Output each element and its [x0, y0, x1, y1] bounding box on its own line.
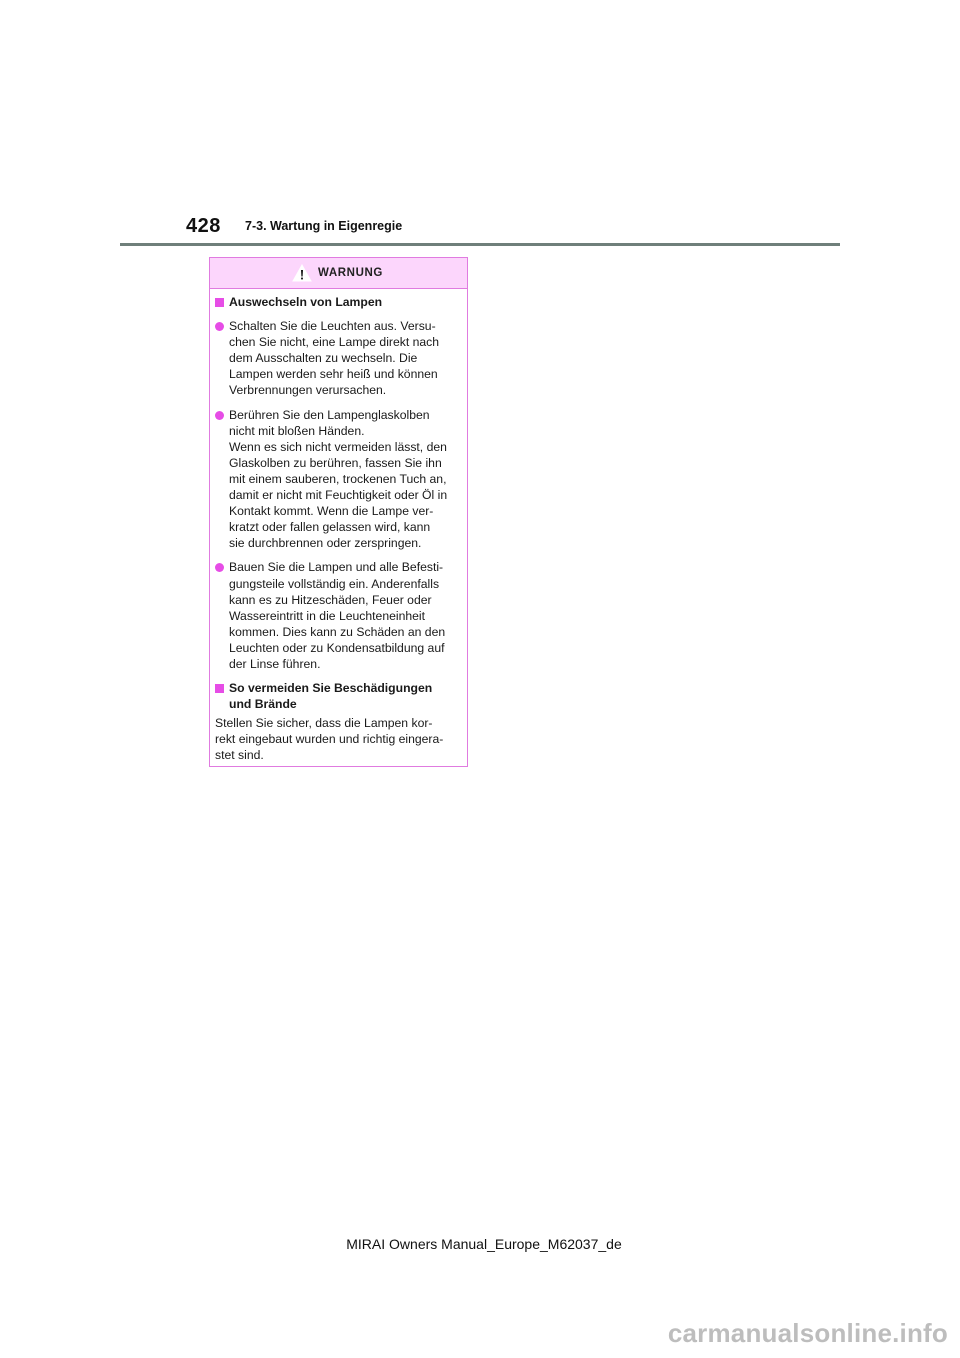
section-heading-damage-prevention — [215, 680, 461, 712]
section-title: 7-3. Wartung in Eigenregie — [245, 219, 403, 233]
warning-box — [209, 257, 468, 767]
footer-text: MIRAI Owners Manual_Europe_M62037_de — [346, 1236, 622, 1252]
heading-text: So vermeiden Sie Beschädigungen und Brände — [229, 681, 433, 712]
watermark: carmanualsonline.info — [667, 1318, 948, 1348]
list-item — [215, 407, 461, 552]
round-bullet-icon — [215, 563, 224, 572]
round-bullet-icon — [215, 411, 224, 420]
section-heading-lamp-replacement — [215, 294, 461, 310]
page-number: 428 — [186, 215, 221, 237]
list-item-text: Berühren Sie den Lampenglaskolben nicht mit bloßen Händen. Wenn es sich nicht vermeiden lässt, den Glaskolben zu berühren, fassen Sie ihn mit einem sauberen, trockenen Tuch an, damit er nicht mit Feuchtigkeit oder Öl in Kontakt kommt. Wenn die Lampe ver- kratzt oder fallen gelassen wird, kann sie durchbrennen oder zerspringen. — [229, 407, 448, 551]
square-bullet-icon — [215, 684, 224, 693]
heading-text: Auswechseln von Lampen — [229, 295, 383, 309]
warning-header — [210, 258, 467, 289]
square-bullet-icon — [215, 298, 224, 307]
warning-title: WARNUNG — [318, 267, 383, 279]
list-item — [215, 318, 461, 398]
round-bullet-icon — [215, 322, 224, 331]
warning-triangle-icon — [292, 264, 312, 282]
paragraph-text: Stellen Sie sicher, dass die Lampen kor- rekt eingebaut wurden und richtig eingera- stet sind. — [215, 716, 444, 763]
header-divider — [120, 243, 840, 246]
list-item — [215, 559, 461, 672]
list-item-text: Bauen Sie die Lampen und alle Befesti- gungsteile vollständig ein. Anderenfalls kann es zu Hitzeschäden, Feuer oder Wassereintritt in die Leuchteneinheit kommen. Dies kann zu Schäden an den Leuchten oder zu Kondensatbildung auf der Linse führen. — [229, 560, 446, 671]
list-item-text: Schalten Sie die Leuchten aus. Versu- chen Sie nicht, eine Lampe direkt nach dem Ausschalten zu wechseln. Die Lampen werden sehr heiß und können Verbrennungen verursachen. — [229, 319, 440, 398]
warning-body — [210, 289, 467, 764]
